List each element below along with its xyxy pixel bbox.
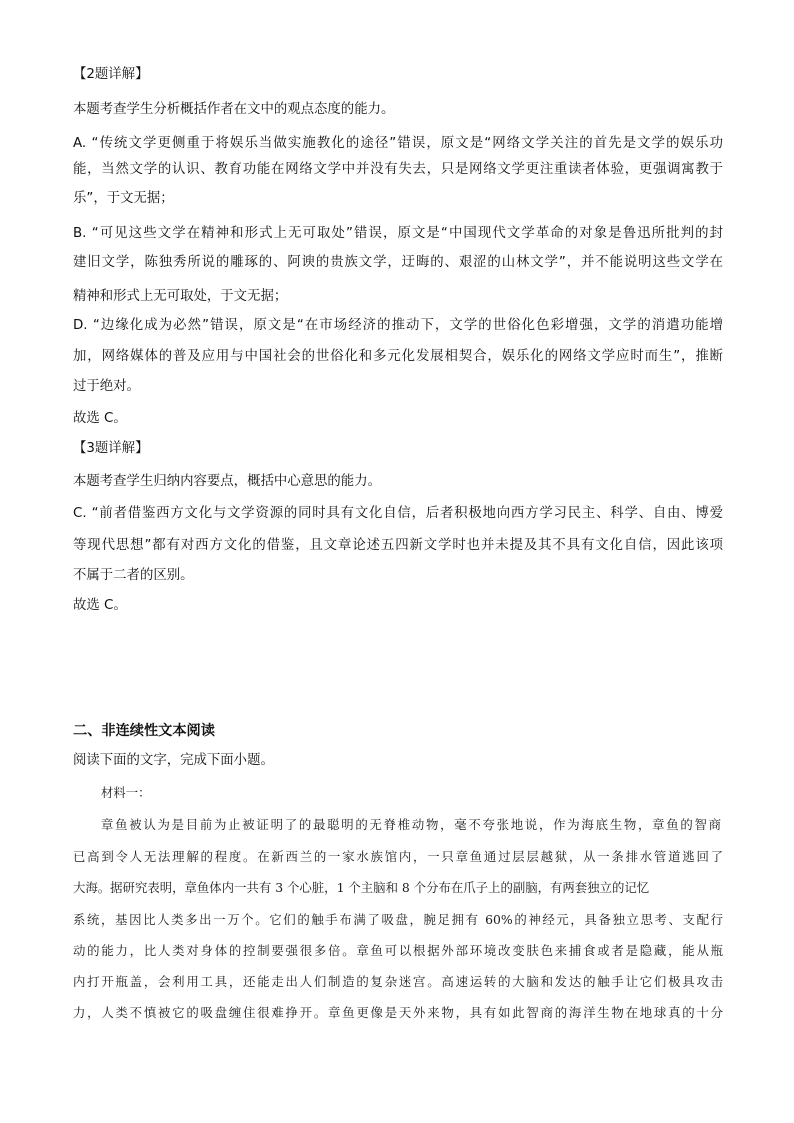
q2-line-6: 建旧文学，陈独秀所说的雕琢的、阿谀的贵族文学，迂晦的、艰涩的山林文学”，并不能说明这些文学在 — [73, 255, 723, 270]
material-line-1: 章鱼被认为是目前为止被证明了的最聪明的无脊椎动物，毫不夸张地说，作为海底生物，章鱼的智商 — [101, 817, 721, 832]
material-line-3: 大海。据研究表明，章鱼体内一共有 3 个心脏，1 个主脑和 8 个分布在爪子上的副脑，有两套独立的记忆 — [73, 880, 650, 895]
material-line-7: 力，人类不慎被它的吸盘缠住很难挣开。章鱼更像是天外来物，具有如此智商的海洋生物在地球真的十分 — [73, 1005, 723, 1020]
q2-line-10: 过于绝对。 — [73, 379, 140, 394]
q2-line-8: D. “边缘化成为必然”错误，原文是“在市场经济的推动下，文学的世俗化色彩增强，文学的消遣功能增 — [73, 318, 723, 333]
q2-line-3: 能，当然文学的认识、教育功能在网络文学中并没有失去，只是网络文学更注重读者体验，更强调寓教于 — [73, 162, 723, 177]
q3-line-4: 不属于二者的区别。 — [73, 568, 194, 583]
section-instruction: 阅读下面的文字，完成下面小题。 — [73, 753, 274, 768]
q2-line-5: B. “可见这些文学在精神和形式上无可取处”错误，原文是“中国现代文学革命的对象是鲁迅所批判的封 — [73, 226, 723, 241]
q3-line-1: 本题考查学生归纳内容要点，概括中心意思的能力。 — [73, 474, 381, 489]
q2-line-1: 本题考查学生分析概括作者在文中的观点态度的能力。 — [73, 102, 395, 117]
q3-detail-header: 【3题详解】 — [73, 441, 149, 456]
q2-line-7: 精神和形式上无可取处，于文无据； — [73, 289, 288, 304]
material-line-2: 已高到令人无法理解的程度。在新西兰的一家水族馆内，一只章鱼通过层层越狱，从一条排水管道逃回了 — [73, 849, 723, 864]
q3-answer: 故选 C。 — [73, 598, 127, 613]
q2-line-4: 乐”，于文无据； — [73, 191, 174, 206]
material-line-4: 系统，基因比人类多出一万个。它们的触手布满了吸盘，腕足拥有 60%的神经元，具备独立思考、支配行 — [73, 912, 723, 927]
q2-detail-header: 【2题详解】 — [73, 67, 149, 82]
material-line-5: 动的能力，比人类对身体的控制要强很多倍。章鱼可以根据外部环境改变肤色来捕食或者是隐藏，能从瓶 — [73, 943, 723, 958]
q2-answer: 故选 C。 — [73, 411, 127, 426]
section-title: 二、非连续性文本阅读 — [73, 723, 215, 739]
q2-line-2: A. “传统文学更侧重于将娱乐当做实施教化的途径”错误，原文是“网络文学关注的首先是文学的娱乐功 — [73, 136, 723, 151]
q3-line-2: C. “前者借鉴西方文化与文学资源的同时具有文化自信，后者积极地向西方学习民主、科学、自由、博爱 — [73, 506, 723, 521]
material-line-6: 内打开瓶盖，会利用工具，还能走出人们制造的复杂迷宫。高速运转的大脑和发达的触手让它们极具攻击 — [73, 974, 723, 989]
q3-line-3: 等现代思想”都有对西方文化的借鉴，且文章论述五四新文学时也并未提及其不具有文化自信，因此该项 — [73, 538, 723, 553]
material-label: 材料一： — [101, 785, 151, 800]
q2-line-9: 加，网络媒体的普及应用与中国社会的世俗化和多元化发展相契合，娱乐化的网络文学应时而生”，推断 — [73, 349, 723, 364]
